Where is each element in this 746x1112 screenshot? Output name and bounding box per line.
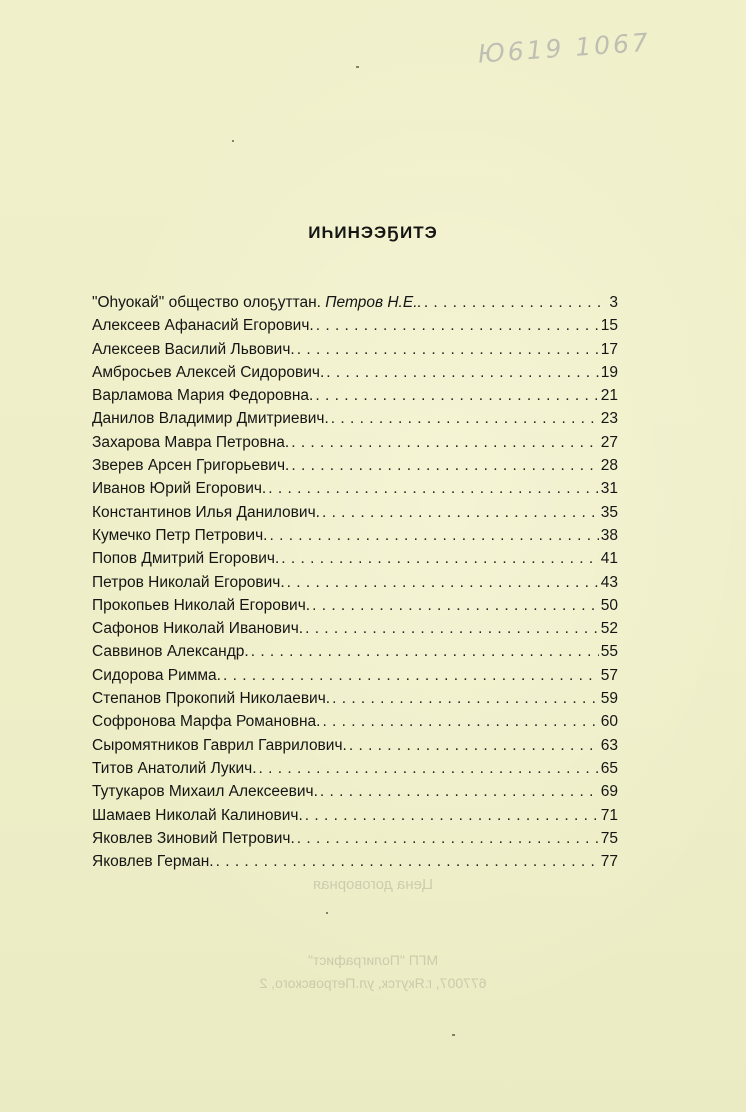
dot-leader bbox=[269, 527, 598, 545]
toc-entry-title-text: Кумечко Петр Петрович. bbox=[92, 526, 268, 544]
toc-entry bbox=[92, 690, 618, 713]
dot-leader bbox=[320, 783, 599, 801]
toc-entry-title bbox=[92, 760, 257, 778]
toc-entry-page: 28 bbox=[600, 457, 618, 475]
dot-leader bbox=[291, 457, 598, 475]
toc-entry-page: 38 bbox=[600, 526, 618, 544]
toc-entry bbox=[92, 574, 618, 597]
toc-entry-page: 59 bbox=[600, 690, 618, 708]
dot-leader bbox=[305, 807, 599, 825]
ink-speck bbox=[356, 66, 359, 68]
toc-entry bbox=[92, 527, 618, 550]
toc-entry-title bbox=[92, 527, 267, 545]
toc-entry-title-text: Яковлев Зиновий Петрович. bbox=[92, 829, 295, 847]
dot-leader bbox=[331, 410, 599, 428]
toc-entry-page: 57 bbox=[600, 666, 618, 684]
page-title: ИҺИНЭЭҔИТЭ bbox=[308, 223, 438, 242]
toc-entry-page: 60 bbox=[600, 713, 618, 731]
toc-entry bbox=[92, 830, 618, 853]
toc-entry-page: 43 bbox=[600, 573, 618, 591]
toc-entry-title bbox=[92, 783, 318, 801]
dot-leader bbox=[259, 760, 599, 778]
toc-entry bbox=[92, 550, 618, 573]
dot-leader bbox=[297, 830, 599, 848]
toc-entry-title-text: Сафонов Николай Иванович. bbox=[92, 620, 304, 638]
toc-entry-title-text: Петров Николай Егорович. bbox=[92, 573, 285, 591]
dot-leader bbox=[316, 317, 599, 335]
dot-leader bbox=[315, 387, 598, 405]
toc-entry bbox=[92, 667, 618, 690]
ink-speck bbox=[232, 140, 234, 142]
toc-entry bbox=[92, 783, 618, 806]
toc-entry-title bbox=[92, 480, 266, 498]
dot-leader bbox=[268, 480, 599, 498]
toc-entry-author: Петров Н.Е.. bbox=[325, 294, 422, 311]
toc-entry-title bbox=[92, 387, 313, 405]
toc-entry bbox=[92, 597, 618, 620]
toc-entry-title-text: Титов Анатолий Лукич. bbox=[92, 759, 257, 777]
toc-entry-title bbox=[92, 737, 347, 755]
toc-entry-page: 65 bbox=[600, 759, 618, 777]
dot-leader bbox=[322, 504, 599, 522]
toc-entry-page: 27 bbox=[600, 433, 618, 451]
toc-entry-title bbox=[92, 364, 324, 382]
toc-entry-page: 31 bbox=[600, 480, 618, 498]
dot-leader bbox=[223, 667, 599, 685]
toc-entry bbox=[92, 410, 618, 433]
toc-entry-page: 23 bbox=[600, 410, 618, 428]
dot-leader bbox=[251, 643, 599, 661]
toc-entry bbox=[92, 737, 618, 760]
toc-entry-page: 15 bbox=[600, 317, 618, 335]
toc-entry-title-text: Тутукаров Михаил Алексеевич. bbox=[92, 783, 318, 801]
toc-entry bbox=[92, 713, 618, 736]
dot-leader bbox=[216, 853, 599, 871]
toc-entry-page: 55 bbox=[600, 643, 618, 661]
toc-entry-title-text: Шамаев Николай Калинович. bbox=[92, 806, 303, 824]
table-of-contents bbox=[92, 294, 618, 876]
bleed-through-address: 677007, г.Якутск, ул.Петровского, 2 bbox=[259, 975, 487, 991]
toc-entry-title bbox=[92, 667, 221, 685]
toc-entry-title bbox=[92, 410, 329, 428]
toc-entry-title bbox=[92, 713, 320, 731]
toc-entry-page: 35 bbox=[600, 503, 618, 521]
toc-entry-title-text: Сидорова Римма. bbox=[92, 666, 221, 684]
toc-entry-title bbox=[92, 504, 320, 522]
toc-entry bbox=[92, 317, 618, 340]
toc-entry-title-text: Константинов Илья Данилович. bbox=[92, 503, 320, 521]
toc-entry-title-text: Яковлев Герман. bbox=[92, 853, 214, 871]
toc-entry-title bbox=[92, 643, 249, 661]
dot-leader bbox=[349, 737, 599, 755]
dot-leader bbox=[424, 294, 608, 312]
toc-entry-title bbox=[92, 853, 214, 871]
toc-entry-title bbox=[92, 317, 314, 335]
ink-speck bbox=[326, 912, 328, 914]
toc-entry-title-text: Софронова Марфа Романовна. bbox=[92, 713, 321, 731]
toc-entry-title-text: Зверев Арсен Григорьевич. bbox=[92, 457, 290, 475]
toc-entry bbox=[92, 294, 618, 317]
toc-entry-title bbox=[92, 434, 289, 452]
ink-speck bbox=[452, 1034, 455, 1036]
toc-entry bbox=[92, 364, 618, 387]
toc-entry bbox=[92, 504, 618, 527]
toc-entry-page: 17 bbox=[600, 340, 618, 358]
toc-entry-title-text: Данилов Владимир Дмитриевич. bbox=[92, 410, 329, 428]
toc-entry-title-text: "Оһуокай" общество олоҕуттан. bbox=[92, 294, 326, 311]
toc-entry-title-text: Иванов Юрий Егорович. bbox=[92, 480, 267, 498]
toc-entry bbox=[92, 853, 618, 876]
toc-entry-title-text: Прокопьев Николай Егорович. bbox=[92, 596, 311, 614]
toc-entry-title bbox=[92, 830, 295, 848]
dot-leader bbox=[332, 690, 599, 708]
toc-entry bbox=[92, 807, 618, 830]
toc-entry bbox=[92, 387, 618, 410]
toc-entry-title bbox=[92, 807, 303, 825]
toc-entry-title bbox=[92, 690, 330, 708]
dot-leader bbox=[291, 434, 599, 452]
toc-entry-title bbox=[92, 341, 295, 359]
toc-entry-title-text: Алексеев Афанасий Егорович. bbox=[92, 317, 314, 335]
dot-leader bbox=[305, 620, 599, 638]
toc-entry-title-text: Степанов Прокопий Николаевич. bbox=[92, 690, 331, 708]
toc-entry-title-text: Алексеев Василий Львович. bbox=[92, 340, 295, 358]
toc-entry-page: 75 bbox=[600, 829, 618, 847]
toc-entry bbox=[92, 643, 618, 666]
toc-entry bbox=[92, 480, 618, 503]
toc-entry bbox=[92, 434, 618, 457]
toc-entry-page: 19 bbox=[600, 363, 618, 381]
toc-entry-page: 71 bbox=[600, 806, 618, 824]
toc-entry-title-text: Саввинов Александр. bbox=[92, 643, 249, 661]
toc-entry-title bbox=[92, 597, 310, 615]
toc-entry bbox=[92, 341, 618, 364]
toc-entry-title bbox=[92, 620, 303, 638]
toc-entry bbox=[92, 457, 618, 480]
toc-entry-page: 77 bbox=[600, 853, 618, 871]
bleed-through-price: Цена договорная bbox=[312, 876, 434, 893]
toc-entry-title-text: Варламова Мария Федоровна. bbox=[92, 387, 314, 405]
toc-entry bbox=[92, 760, 618, 783]
toc-entry-title bbox=[92, 294, 422, 312]
dot-leader bbox=[297, 341, 599, 359]
dot-leader bbox=[312, 597, 599, 615]
dot-leader bbox=[281, 550, 598, 568]
toc-entry-title-text: Попов Дмитрий Егорович. bbox=[92, 550, 280, 568]
toc-entry-title bbox=[92, 574, 285, 592]
toc-entry-page: 50 bbox=[600, 596, 618, 614]
toc-entry-title-text: Захарова Мавра Петровна. bbox=[92, 433, 290, 451]
dot-leader bbox=[322, 713, 598, 731]
toc-entry-title bbox=[92, 457, 289, 475]
toc-entry-page: 41 bbox=[600, 550, 618, 568]
toc-entry-page: 21 bbox=[600, 387, 618, 405]
toc-entry-page: 52 bbox=[600, 620, 618, 638]
toc-entry-page: 69 bbox=[600, 783, 618, 801]
bleed-through-printer: МГП "Полиграфист" bbox=[307, 952, 439, 968]
toc-entry-title-text: Сыромятников Гаврил Гаврилович. bbox=[92, 736, 347, 754]
toc-entry-title bbox=[92, 550, 279, 568]
handwritten-stamp: Ю619 1067 bbox=[476, 27, 652, 69]
dot-leader bbox=[326, 364, 598, 382]
toc-entry-title-text: Амбросьев Алексей Сидорович. bbox=[92, 363, 325, 381]
dot-leader bbox=[287, 574, 599, 592]
toc-entry-page: 3 bbox=[609, 294, 618, 311]
toc-entry bbox=[92, 620, 618, 643]
toc-entry-page: 63 bbox=[600, 736, 618, 754]
